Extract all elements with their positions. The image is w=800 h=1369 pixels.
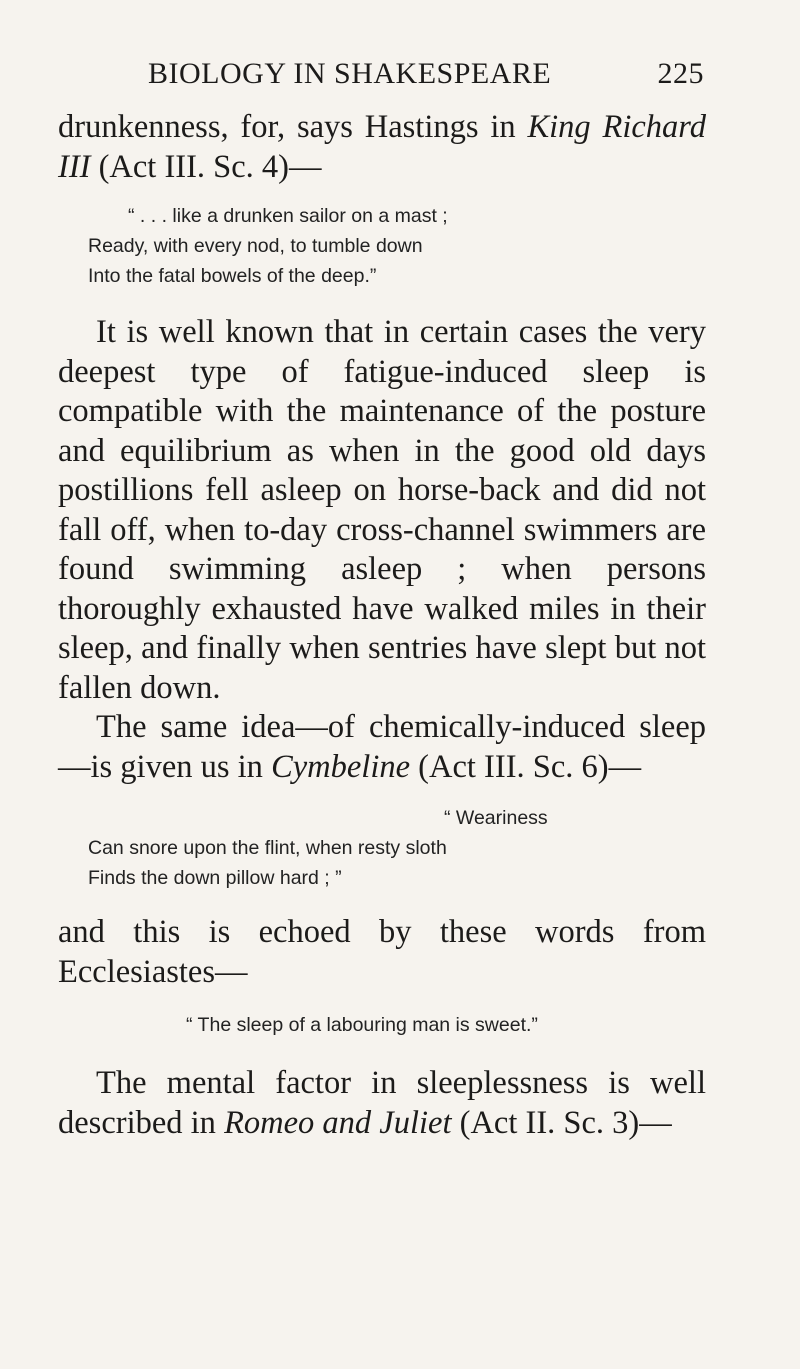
quote-line: Ready, with every nod, to tumble down <box>88 235 423 257</box>
paragraph-1-text-b: (Act III. Sc. 4)— <box>90 148 322 185</box>
paragraph-5 <box>58 1064 706 1143</box>
page-number: 225 <box>657 57 704 90</box>
play-title-romeo-and-juliet: Romeo and Juliet <box>224 1104 452 1141</box>
quote-richard-iii <box>58 201 706 291</box>
paragraph-5-text-b: (Act II. Sc. 3)— <box>451 1104 672 1141</box>
quote-line: “ Weariness <box>444 807 548 829</box>
paragraph-2: It is well known that in certain cases the very deepest type of fatigue-induced sleep is compatible with the maintenance of the posture and equilibrium as when in the good old days postillions fell asleep on horse-back and did not fall off, when to-day cross-channel swimmers are found swimming asleep ; when persons thoroughly exhausted have walked miles in their sleep, and finally when sentries have slept but not fallen down. <box>58 314 706 706</box>
paragraph-3-text-b: (Act III. Sc. 6)— <box>410 748 642 785</box>
quote-line: Finds the down pillow hard ; ” <box>88 867 342 889</box>
paragraph-3-text-a: The same idea—of chemically-induced sleep—is given us in <box>58 709 706 785</box>
quote-line: “ The sleep of a labouring man is sweet.” <box>186 1014 538 1036</box>
quote-line: “ . . . like a drunken sailor on a mast ; <box>128 205 448 227</box>
page-body <box>58 108 706 1143</box>
quote-ecclesiastes <box>58 1010 706 1040</box>
paragraph-4: and this is echoed by these words from Ecclesiastes— <box>58 914 706 990</box>
quote-line: Into the fatal bowels of the deep.” <box>88 265 377 287</box>
quote-cymbeline <box>58 803 706 893</box>
quote-line: Can snore upon the flint, when resty sloth <box>88 837 447 859</box>
play-title-cymbeline: Cymbeline <box>271 748 411 785</box>
paragraph-5-text-a: The mental factor in sleeplessness is well described in <box>58 1065 706 1141</box>
running-title: BIOLOGY IN SHAKESPEARE <box>148 57 552 90</box>
play-title-king-richard-iii: King Richard III <box>58 109 706 185</box>
paragraph-1-text-a: drunkenness, for, says Hastings in <box>58 109 528 145</box>
paragraph-3 <box>58 708 706 787</box>
paragraph-1 <box>58 108 706 187</box>
